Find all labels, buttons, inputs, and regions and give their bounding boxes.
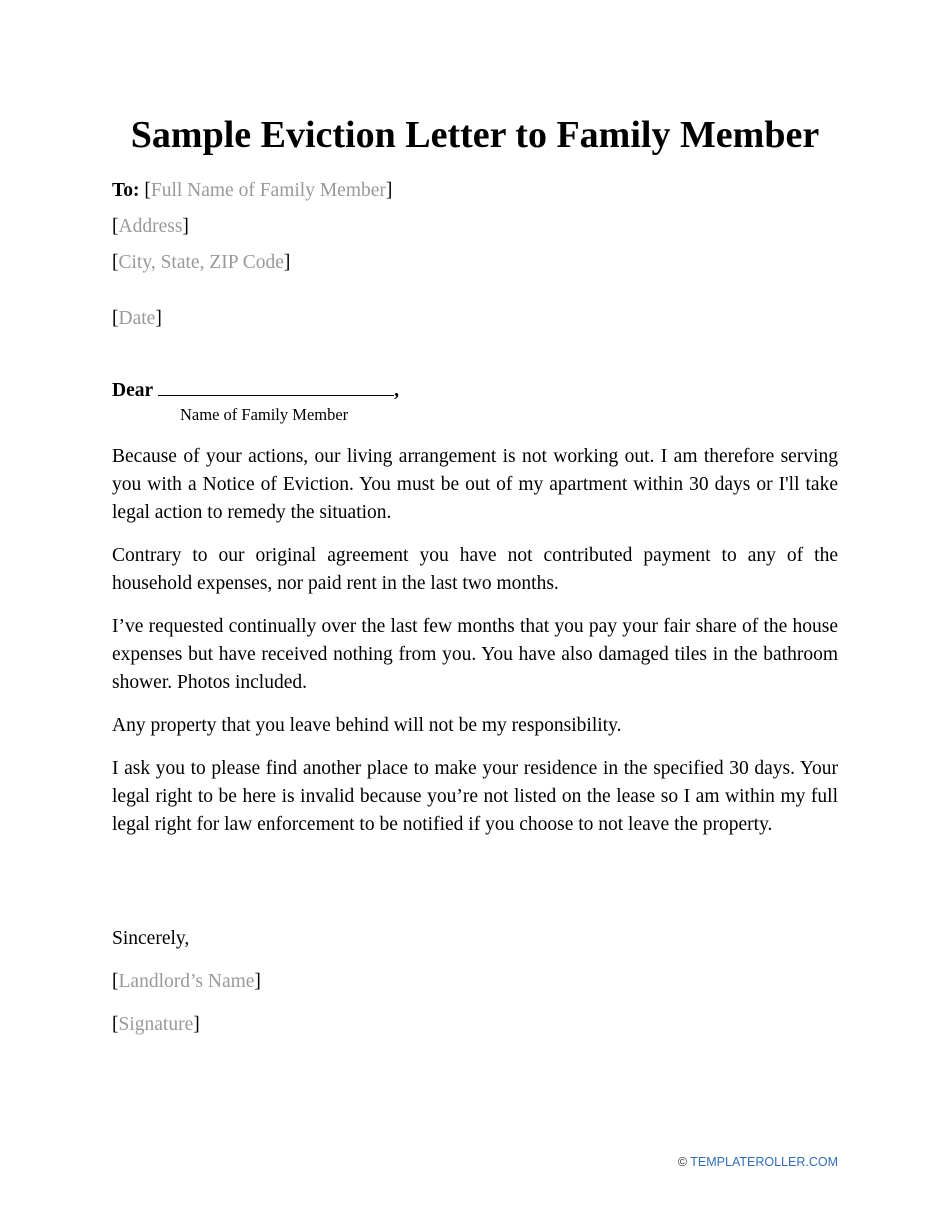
landlord-name-placeholder: Landlord’s Name [118, 971, 255, 992]
date-placeholder: Date [118, 308, 156, 329]
body-paragraph-3: I’ve requested continually over the last few months that you pay your fair share of the house expenses but have received nothing from you. You have also damaged tiles in the bathroom shower. Photos included. [112, 616, 838, 693]
salutation-comma: , [394, 380, 400, 401]
recipient-name-blank [158, 377, 394, 396]
body-paragraph-4: Any property that you leave behind will not be my responsibility. [112, 715, 622, 736]
templateroller-link[interactable]: TEMPLATEROLLER.COM [690, 1155, 838, 1169]
recipient-city-line: [City, State, ZIP Code] [112, 252, 291, 273]
landlord-name-line: [Landlord’s Name] [112, 971, 261, 992]
salutation-line [112, 377, 399, 404]
signature-placeholder: Signature [118, 1014, 194, 1035]
body-paragraph-5: I ask you to please find another place to make your residence in the specified 30 days. Your legal right to be here is invalid because you’re not listed on the lease so I am within my full legal right for law enforcement to be notified if you choose to not leave the property. [112, 758, 838, 835]
body-paragraph-2: Contrary to our original agreement you have not contributed payment to any of the household expenses, nor paid rent in the last two months. [112, 545, 838, 594]
page-title: Sample Eviction Letter to Family Member [130, 114, 820, 156]
footer-credit [678, 1154, 838, 1170]
closing-sincerely: Sincerely, [112, 928, 190, 949]
date-line: [Date] [112, 308, 162, 329]
recipient-address-line: [Address] [112, 216, 189, 237]
copyright-symbol: © [677, 1155, 688, 1169]
recipient-name-placeholder: Full Name of Family Member [150, 180, 386, 201]
recipient-address-placeholder: Address [118, 216, 183, 237]
recipient-name-line: To: [Full Name of Family Member] [112, 180, 393, 201]
recipient-city-placeholder: City, State, ZIP Code [118, 252, 284, 273]
body-paragraph-1: Because of your actions, our living arrangement is not working out. I am therefore serving you with a Notice of Eviction. You must be out of my apartment within 30 days or I'll take legal action to remedy the situation. [112, 446, 838, 523]
dear-label: Dear [112, 380, 154, 401]
signature-line: [Signature] [112, 1014, 200, 1035]
salutation-caption: Name of Family Member [180, 405, 349, 424]
to-label: To: [112, 180, 140, 201]
